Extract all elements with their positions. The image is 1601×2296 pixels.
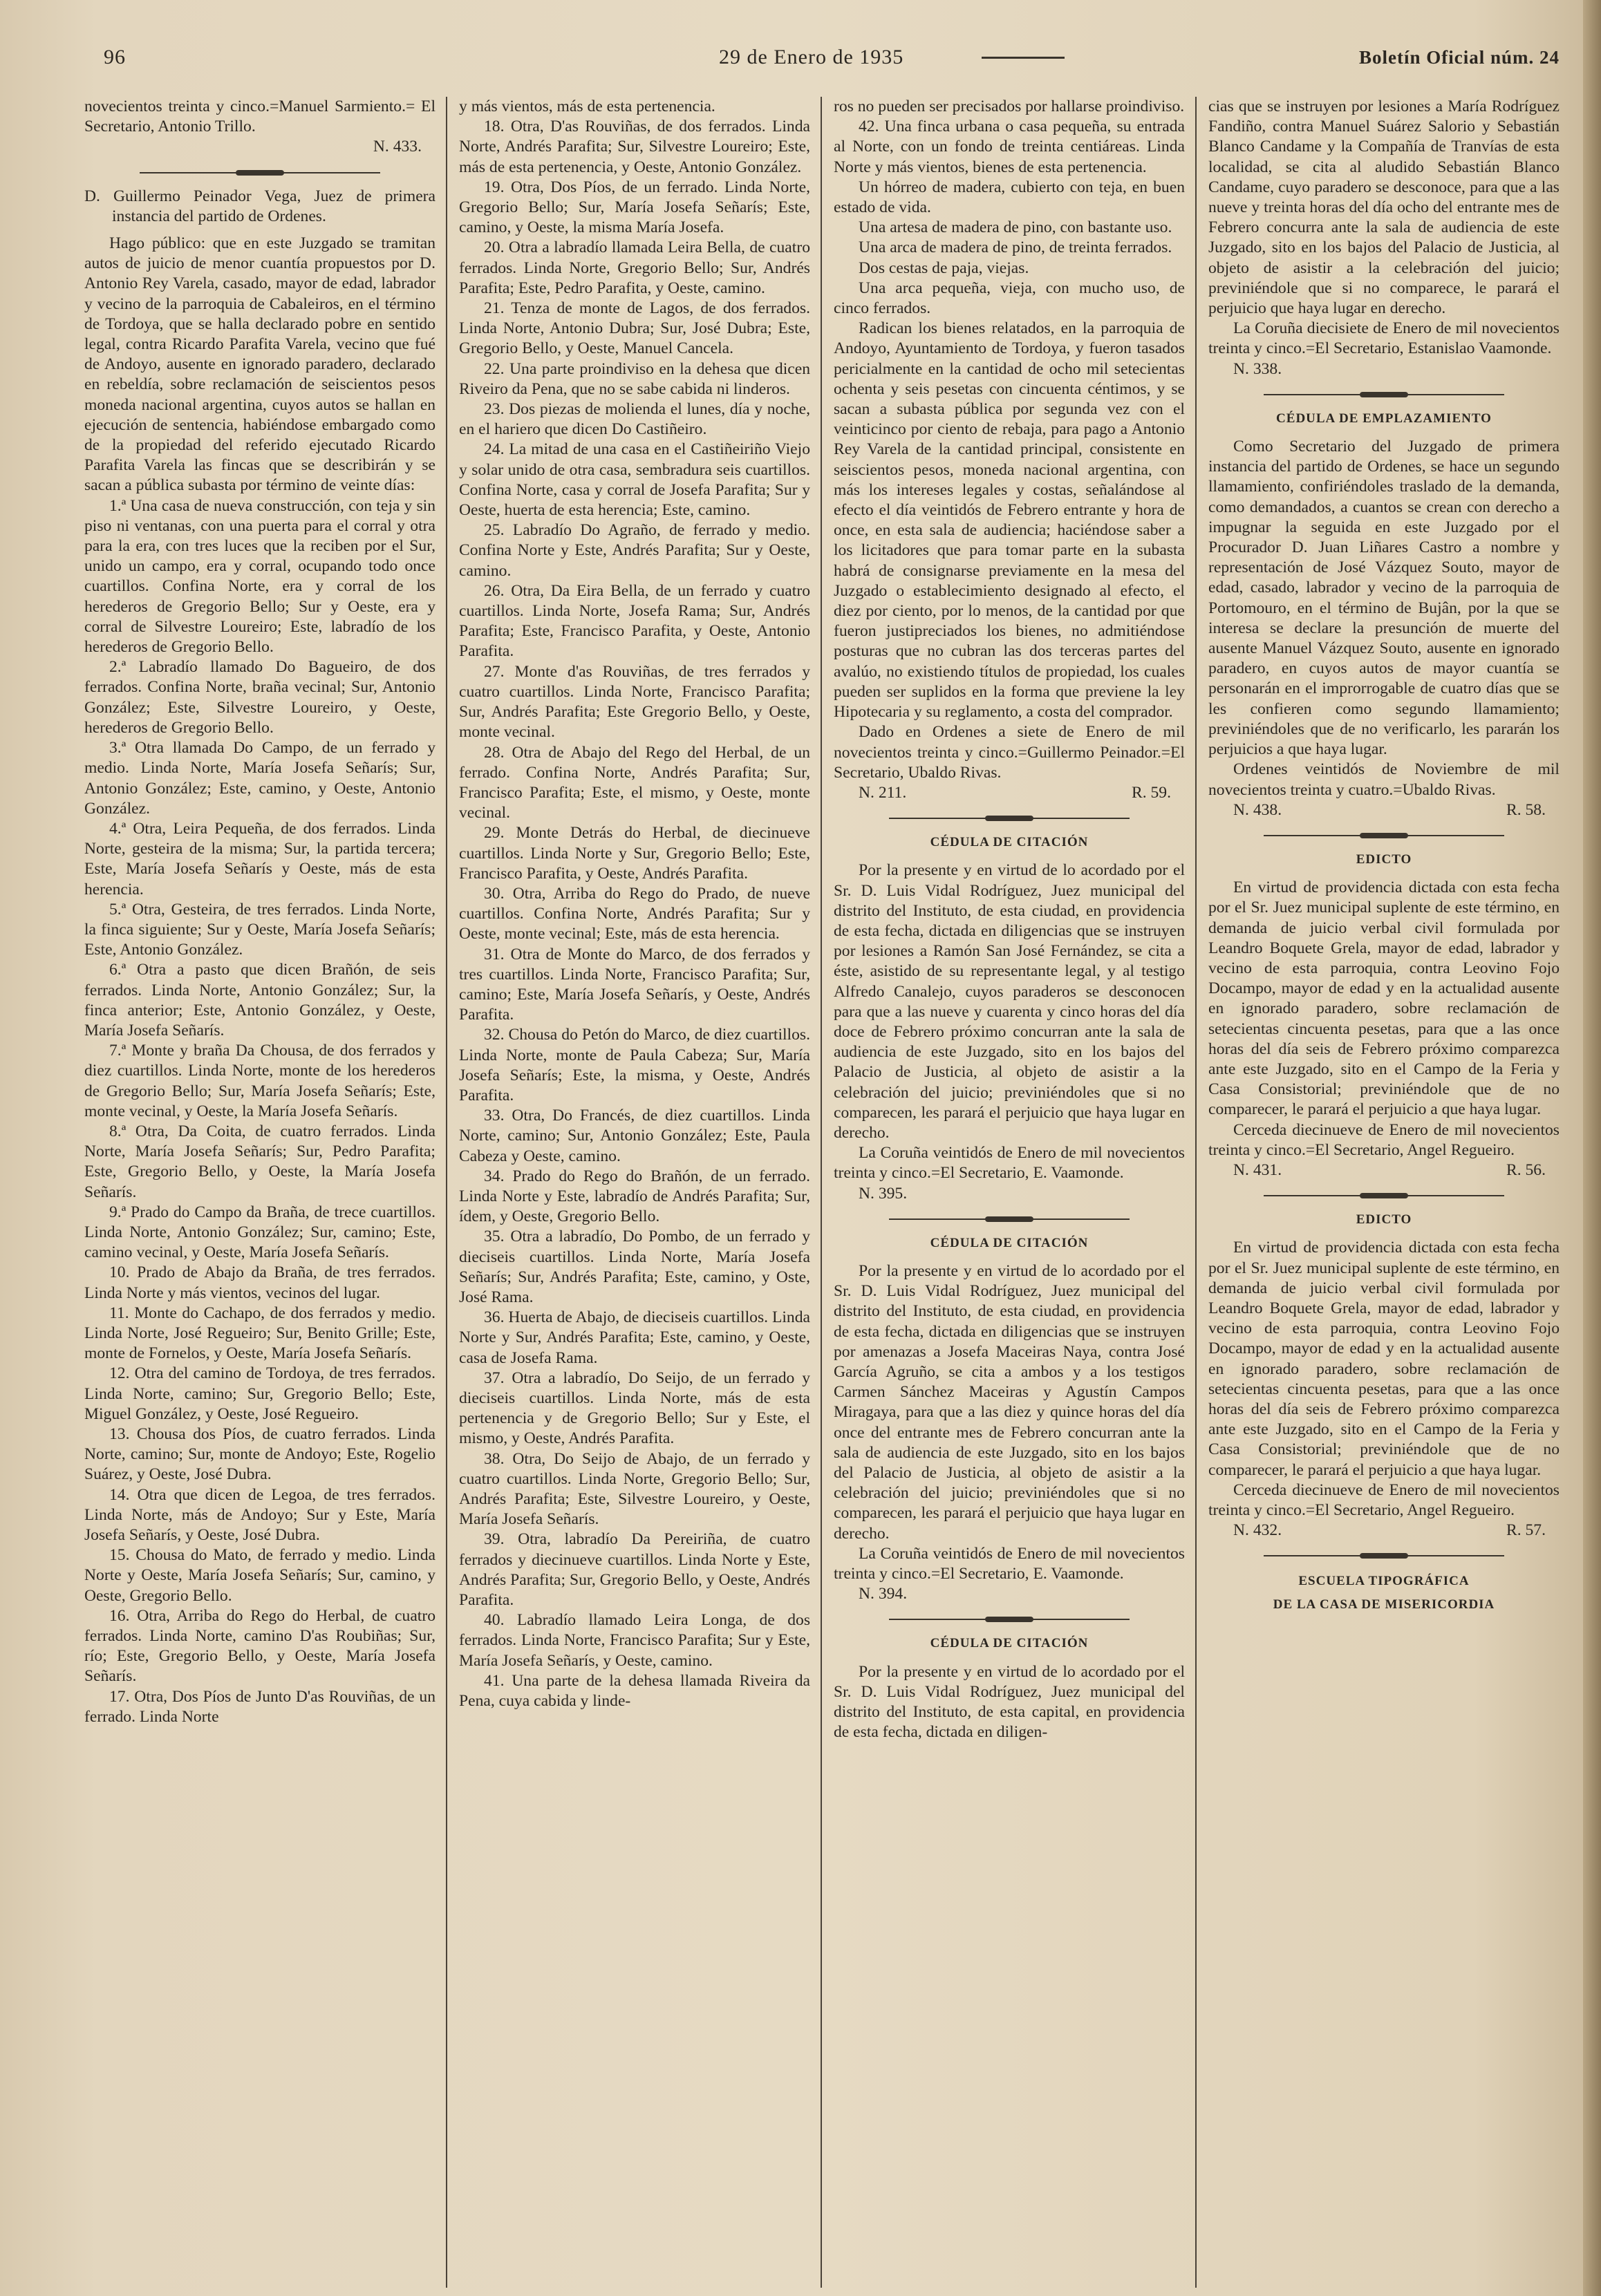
reference-number (1208, 359, 1560, 379)
property-item: 4.ª Otra, Leira Pequeña, de dos ferrados. Linda Norte, gesteira de la misma; Sur, la partida tercera; Este, María Josefa Señarís y Oeste, más de esta herencia. (84, 819, 436, 898)
paragraph: Radican los bienes relatados, en la parroquia de Andoyo, Ayuntamiento de Tordoya, y fueron tasados pericialmente en la cantidad de ocho mil setecientas ochenta y seis pesetas con cincuenta céntimos, y se sacan a subasta pública por segunda vez con el veinticinco por ciento de rebaja, para pago a Antonio Rey Varela de la cantidad principal, consistente en seiscientos pesos, moneda nacional argentina, con más los intereses legales y costas, señalándose al efecto el día veintidós de Febrero entrante y hora de once, en esta sala de audiencia; haciéndose saber a los licitadores que para tomar parte en la subasta habrá de consignarse previamente en la mesa del Juzgado o establecimiento designado al efecto, el diez por ciento, por lo menos, de la cantidad por que fueron justipreciados los bienes, no admitiéndose posturas que no cubran las dos terceras partes del avalúo, no existiendo títulos de propiedad, los cuales pueden ser suplidos en la forma que previene la ley Hipotecaria y su reglamento, a costa del comprador. (834, 319, 1185, 722)
column-4 (1208, 97, 1560, 2288)
paragraph: Por la presente y en virtud de lo acordado por el Sr. D. Luis Vidal Rodríguez, Juez municipal del distrito del Instituto, de esta ciudad, en providencia de esta fecha, dictada en diligencias que se instruyen por amenazas a Josefa Maceiras Naya, contra José García Agruño, se cita a ambos y a los testigos Carmen Sánchez Maceiras y Agustín Campos Miragaya, para que a las diez y quince horas del día once del entrante mes de Febrero concurran ante la sala de audiencia de este Juzgado, sito en los bajos del Palacio de Justicia, al objeto de asistir a la celebración del juicio; previniéndoles que si no comparecen, les parará el perjuicio que haya lugar en derecho. (834, 1261, 1185, 1543)
reference-number (834, 783, 1185, 803)
property-item: 40. Labradío llamado Leira Longa, de dos ferrados. Linda Norte, Francisco Parafita; Sur y Este, María Josefa Señarís, y Oeste, camino. (459, 1611, 810, 1670)
separator (1264, 1190, 1504, 1201)
ref-n: N. 211. (859, 783, 907, 802)
paragraph: Hago público: que en este Juzgado se tramitan autos de juicio de menor cuantía propuestos por D. Antonio Rey Varela, casado, mayor de edad, labrador y vecino de la parroquia de Cabaleiros, en el término de Tordoya, que se halla declarado pobre en sentido legal, contra Ricardo Parafita Varela, vecino que fué de Andoyo, ausente en ignorado paradero, declarado en rebeldía, sobre reclamación de seiscientos pesos moneda nacional argentina, cuyos autos se hallan en ejecución de sentencia, habiéndose embargado como de la propiedad del referido ejecutado Ricardo Parafita Varela las fincas que se describirán y se sacan a pública subasta por término de veinte días: (84, 234, 436, 495)
property-item: 16. Otra, Arriba do Rego do Herbal, de cuatro ferrados. Linda Norte, camino D'as Roubiñas; Sur, río; Este, Gregorio Bello, y Oeste, María Josefa Señarís. (84, 1606, 436, 1686)
property-item: 14. Otra que dicen de Legoa, de tres ferrados. Linda Norte, más de Andoyo; Sur y Este, María Josefa Señarís, y Oeste, José Dubra. (84, 1485, 436, 1545)
column-rule (446, 97, 447, 2288)
ref-n: N. 432. (1233, 1521, 1282, 1540)
property-item: 26. Otra, Da Eira Bella, de un ferrado y cuatro cuartillos. Linda Norte, Josefa Rama; Sur, Andrés Parafita; Este, Francisco Parafita, y Oeste, Antonio Parafita. (459, 581, 810, 661)
property-item: 24. La mitad de una casa en el Castiñeiriño Viejo y solar unido de otra casa, sembradura seis cuartillos. Confina Norte, casa y corral de Josefa Parafita; Sur y Oeste, huerta de esta herencia; Este, camino. (459, 440, 810, 520)
separator (889, 1214, 1130, 1225)
section-heading: EDICTO (1356, 851, 1412, 867)
paragraph: Ordenes veintidós de Noviembre de mil novecientos treinta y cuatro.=Ubaldo Rivas. (1208, 760, 1560, 799)
paragraph: y más vientos, más de esta pertenencia. (459, 97, 715, 115)
paragraph: 42. Una finca urbana o casa pequeña, su entrada al Norte, con un fondo de treinta centiáreas. Linda Norte y más vientos, bienes de esta pertenencia. (834, 117, 1185, 176)
separator (889, 1614, 1130, 1625)
printer-imprint-2: DE LA CASA DE MISERICORDIA (1273, 1597, 1495, 1612)
property-item: 6.ª Otra a pasto que dicen Brañón, de seis ferrados. Linda Norte, Antonio González; Sur, la finca anterior; Este, Antonio González, y Oeste, María Josefa Señarís. (84, 961, 436, 1039)
property-item: 37. Otra a labradío, Do Seijo, de un ferrado y dieciseis cuartillos. Linda Norte, más de esta pertenencia y de Gregorio Bello; Sur y Este, el mismo, y Oeste, Andrés Parafita. (459, 1368, 810, 1448)
separator (140, 167, 380, 178)
property-item: 11. Monte do Cachapo, de dos ferrados y medio. Linda Norte, José Regueiro; Sur, Benito Grille; Este, monte de Fornelos, y Oeste, María Josefa Señarís. (84, 1304, 436, 1363)
ref-n: N. 433. (373, 138, 422, 156)
property-item: 38. Otra, Do Seijo de Abajo, de un ferrado y cuatro cuartillos. Linda Norte, Gregorio Bello; Sur, Andrés Parafita; Este, Silvestre Loureiro, y Oeste, María Josefa Señarís. (459, 1449, 810, 1529)
property-item: 8.ª Otra, Da Coita, de cuatro ferrados. Linda Norte, María Josefa Señarís; Sur, Pedro Parafita; Este, Gregorio Bello, y Oeste, la María Josefa Señarís. (84, 1122, 436, 1201)
section-heading: EDICTO (1356, 1212, 1412, 1227)
section-heading: CÉDULA DE EMPLAZAMIENTO (1276, 411, 1492, 426)
property-item: 19. Otra, Dos Píos, de un ferrado. Linda Norte, Gregorio Bello; Sur, María Josefa Señarís; Este, camino, y Oeste, la misma María Josefa. (459, 178, 810, 237)
property-item: 22. Una parte proindiviso en la dehesa que dicen Riveiro da Pena, que no se sabe cabida ni linderos. (459, 359, 810, 398)
separator (889, 813, 1130, 824)
reference-number (84, 137, 436, 157)
paragraph: novecientos treinta y cinco.=Manuel Sarmiento.= El Secretario, Antonio Trillo. (84, 97, 436, 136)
ref-r: R. 57. (1506, 1521, 1546, 1540)
column-1 (84, 97, 436, 2288)
column-3 (834, 97, 1185, 2288)
property-item: 25. Labradío Do Agraño, de ferrado y medio. Confina Norte y Este, Andrés Parafita; Sur y Oeste, camino. (459, 521, 810, 580)
columns (84, 97, 1571, 2288)
property-item: 5.ª Otra, Gesteira, de tres ferrados. Linda Norte, la finca siguiente; Sur y Oeste, María Josefa Señarís; Este, Antonio González. (84, 900, 436, 959)
ref-n: N. 338. (1233, 359, 1282, 378)
property-item: 39. Otra, labradío Da Pereiriña, de cuatro ferrados y diecinueve cuartillos. Linda Norte y Este, Andrés Parafita; Sur, Gregorio Bello, y Oeste, Andrés Parafita. (459, 1530, 810, 1610)
property-item: 2.ª Labradío llamado Do Bagueiro, de dos ferrados. Confina Norte, braña vecinal; Sur, Antonio González; Este, Silvestre Loureiro, y Oeste, herederos de Gregorio Bello. (84, 658, 436, 737)
ref-n: N. 395. (859, 1184, 908, 1203)
separator (1264, 1550, 1504, 1561)
section-heading: CÉDULA DE CITACIÓN (930, 835, 1089, 850)
paragraph: La Coruña veintidós de Enero de mil novecientos treinta y cinco.=El Secretario, E. Vaamonde. (834, 1144, 1185, 1183)
property-item: 12. Otra del camino de Tordoya, de tres ferrados. Linda Norte, camino; Sur, Gregorio Bello; Este, Miguel González, y Oeste, José Regueiro. (84, 1364, 436, 1423)
ref-n: N. 394. (859, 1585, 908, 1603)
paragraph: Una artesa de madera de pino, con bastante uso. (859, 218, 1172, 237)
property-item: 15. Chousa do Mato, de ferrado y medio. Linda Norte y Oeste, María Josefa Señarís; Sur, camino, y Oeste, Gregorio Bello. (84, 1546, 436, 1605)
paragraph: Cerceda diecinueve de Enero de mil novecientos treinta y cinco.=El Secretario, Angel Regueiro. (1208, 1120, 1560, 1159)
paragraph: ros no pueden ser precisados por hallarse proindiviso. (834, 97, 1185, 115)
property-item: 32. Chousa do Petón do Marco, de diez cuartillos. Linda Norte, monte de Paula Cabeza; Sur, María Josefa Señarís; Este, la misma, y Oeste, Andrés Parafita. (459, 1026, 810, 1104)
property-item: 23. Dos piezas de molienda el lunes, día y noche, en el hariero que dicen Do Castiñeiro. (459, 400, 810, 439)
property-item: 28. Otra de Abajo del Rego del Herbal, de un ferrado. Confina Norte, Andrés Parafita; Sur, Francisco Parafita; Este, el mismo, y Oeste, monte vecinal. (459, 743, 810, 822)
property-item: 29. Monte Detrás do Herbal, de diecinueve cuartillos. Linda Norte y Sur, Gregorio Bello; Este, Francisco Parafita, y Oeste, Andrés Parafita. (459, 824, 810, 883)
ref-r: R. 59. (1131, 783, 1171, 802)
paragraph: En virtud de providencia dictada con esta fecha por el Sr. Juez municipal suplente de este término, en demanda de juicio verbal civil formulada por Leandro Boquete Grela, mayor de edad, labrador y vecino de esta parroquia, contra Leovino Fojo Docampo, mayor de edad y en la actualidad ausente en ignorado paradero, sobre reclamación de setecientas cincuenta pesetas, para que a las once horas del día seis de Febrero próximo comparezca ante este Juzgado, sito en el Campo de la Feria y Casa Consistorial; previniéndole que de no comparecer, le parará el perjuicio a que haya lugar. (1208, 878, 1560, 1119)
section-heading: CÉDULA DE CITACIÓN (930, 1636, 1089, 1651)
reference-number (834, 1184, 1185, 1204)
reference-number (1208, 1521, 1560, 1541)
paragraph: Por la presente y en virtud de lo acordado por el Sr. D. Luis Vidal Rodríguez, Juez municipal del distrito del Instituto, de esta ciudad, en providencia de esta fecha, dictada en diligencias que se instruyen por lesiones a Ramón San José Fernández, se cita a éste, asistido de su representante legal, y al testigo Alfredo Canalejo, cuyos paraderos se desconocen para que a las nueve y cuarenta y cinco horas del día doce de Febrero próximo concurran ante la sala de audiencia de este Juzgado, sito en los bajos del Palacio de Justicia, al objeto de asistir a la celebración del juicio; previniéndoles que si no comparecen, les parará el perjuicio que haya lugar en derecho. (834, 861, 1185, 1142)
property-item: 34. Prado do Rego do Brañón, de un ferrado. Linda Norte y Este, labradío de Andrés Parafita; Sur, ídem, y Oeste, Gregorio Bello. (459, 1167, 810, 1226)
reference-number (834, 1584, 1185, 1604)
paragraph: La Coruña veintidós de Enero de mil novecientos treinta y cinco.=El Secretario, E. Vaamonde. (834, 1544, 1185, 1583)
paragraph: Una arca de madera de pino, de treinta ferrados. (859, 238, 1172, 257)
paragraph: Una arca pequeña, vieja, con mucho uso, de cinco ferrados. (834, 279, 1185, 318)
property-item: 10. Prado de Abajo da Braña, de tres ferrados. Linda Norte y más vientos, vecinos del lugar. (84, 1263, 436, 1302)
paragraph: Cerceda diecinueve de Enero de mil novecientos treinta y cinco.=El Secretario, Angel Regueiro. (1208, 1480, 1560, 1519)
property-item: 13. Chousa dos Píos, de cuatro ferrados. Linda Norte, camino; Sur, monte de Andoyo; Este, Rogelio Suárez, y Oeste, José Dubra. (84, 1425, 436, 1484)
paragraph: Por la presente y en virtud de lo acordado por el Sr. D. Luis Vidal Rodríguez, Juez municipal del distrito del Instituto, de esta capital, en providencia de esta fecha, dictada en diligen- (834, 1662, 1185, 1742)
paragraph: En virtud de providencia dictada con esta fecha por el Sr. Juez municipal suplente de este término, en demanda de juicio verbal civil formulada por Leandro Boquete Grela, mayor de edad, labrador y vecino de esta parroquia, contra Leovino Fojo Docampo, mayor de edad y en la actualidad ausente en ignorado paradero, sobre reclamación de setecientas cincuenta pesetas, para que a las once horas del día seis de Febrero próximo comparezca ante este Juzgado, sito en el Campo de la Feria y Casa Consistorial; previniéndole que de no comparecer, le parará el perjuicio a que haya lugar. (1208, 1239, 1560, 1479)
property-item: 27. Monte d'as Rouviñas, de tres ferrados y cuatro cuartillos. Linda Norte, Francisco Parafita; Sur, Andrés Parafita; Este Gregorio Bello, y Oeste, monte vecinal. (459, 662, 810, 742)
page-edge (1583, 0, 1601, 2296)
property-item: 9.ª Prado do Campo da Braña, de trece cuartillos. Linda Norte, Antonio González; Sur, camino; Este, camino vecinal, y Oeste, María Josefa Señarís. (84, 1203, 436, 1262)
ref-n: N. 431. (1233, 1160, 1282, 1179)
property-item: 7.ª Monte y braña Da Chousa, de dos ferrados y diez cuartillos. Linda Norte, monte de los herederos de Gregorio Bello; Sur, María Josefa Señarís; Este, monte vecinal, y Oeste, la María Josefa Señarís. (84, 1042, 436, 1120)
property-item: 18. Otra, D'as Rouviñas, de dos ferrados. Linda Norte, Andrés Parafita; Sur, Silvestre Loureiro; Este, más de esta pertenencia, y Oeste, Antonio González. (459, 117, 810, 176)
separator (1264, 389, 1504, 400)
paragraph: Dado en Ordenes a siete de Enero de mil novecientos treinta y cinco.=Guillermo Peinador.=El Secretario, Ubaldo Rivas. (834, 723, 1185, 782)
ref-r: R. 56. (1506, 1160, 1546, 1179)
section-heading: CÉDULA DE CITACIÓN (930, 1235, 1089, 1250)
column-2 (459, 97, 810, 2288)
paragraph: Un hórreo de madera, cubierto con teja, en buen estado de vida. (834, 178, 1185, 217)
paragraph: Dos cestas de paja, viejas. (859, 258, 1029, 277)
property-item: 36. Huerta de Abajo, de dieciseis cuartillos. Linda Norte y Sur, Andrés Parafita; Este, camino, y Oeste, casa de Josefa Rama. (459, 1308, 810, 1367)
property-item: 31. Otra de Monte do Marco, de dos ferrados y tres cuartillos. Linda Norte, Francisco Parafita; Sur, camino; Este, María Josefa Señarís, y Oeste, Andrés Parafita. (459, 945, 810, 1024)
publication-title: Boletín Oficial núm. 24 (1358, 47, 1560, 68)
printer-imprint-1: ESCUELA TIPOGRÁFICA (1298, 1574, 1470, 1589)
paragraph: La Coruña diecisiete de Enero de mil novecientos treinta y cinco.=El Secretario, Estanislao Vaamonde. (1208, 319, 1560, 358)
ref-n: N. 438. (1233, 800, 1282, 819)
property-item: 20. Otra a labradío llamada Leira Bella, de cuatro ferrados. Linda Norte, Gregorio Bello; Sur, Andrés Parafita; Este, Pedro Parafita, y Oeste, camino. (459, 238, 810, 297)
paragraph: cias que se instruyen por lesiones a María Rodríguez Fandiño, contra Manuel Suárez Salorio y Sebastián Blanco Candame y la Compañía de Tranvías de esta localidad, se cita al aludido Sebastián Blanco Candame, cuyo paradero se desconoce, para que a las nueve y treinta horas del día ocho del entrante mes de Febrero concurra ante la sala de audiencia de este Juzgado, sito en los bajos del Palacio de Justicia, al objeto de asistir a la celebración del juicio; previniéndole que si no comparece, le parará el perjuicio que haya lugar en derecho. (1208, 97, 1560, 318)
ref-r: R. 58. (1506, 800, 1546, 819)
property-item: 33. Otra, Do Francés, de diez cuartillos. Linda Norte, camino; Sur, Antonio González; Este, Paula Cabeza y Oeste, camino. (459, 1107, 810, 1165)
column-rule (821, 97, 822, 2288)
property-item: 41. Una parte de la dehesa llamada Riveira da Pena, cuya cabida y linde- (459, 1671, 810, 1711)
property-item: 17. Otra, Dos Píos de Junto D'as Rouviñas, de un ferrado. Linda Norte (84, 1687, 436, 1726)
property-item: 1.ª Una casa de nueva construcción, con teja y sin piso ni ventanas, con una puerta para el corral y otra para la era, con tres luces que la reciben por el Sur, unido un campo, era y corral, ocupando todo once cuartillos. Confina Norte, era y corral de los herederos de Gregorio Bello; Sur y Oeste, era y corral de Silvestre Loureiro; Este, labradío de los herederos de Gregorio Bello. (84, 496, 436, 657)
reference-number (1208, 1160, 1560, 1180)
page-number: 96 (104, 46, 126, 68)
property-item: 35. Otra a labradío, Do Pombo, de un ferrado y dieciseis cuartillos. Linda Norte, María Josefa Señarís; Sur, Andrés Parafita; Este, camino, y Oste, José Rama. (459, 1227, 810, 1306)
property-item: 21. Tenza de monte de Lagos, de dos ferrados. Linda Norte, Antonio Dubra; Sur, José Dubra; Este, Gregorio Bello, y Oeste, Manuel Cancela. (459, 299, 810, 358)
column-rule (1195, 97, 1197, 2288)
issue-date: 29 de Enero de 1935 (719, 46, 904, 68)
property-item: 30. Otra, Arriba do Rego do Prado, de nueve cuartillos. Confina Norte, Andrés Parafita; Sur y Oeste, monte vecinal; Este, más de esta herencia. (459, 884, 810, 943)
paragraph: Como Secretario del Juzgado de primera instancia del partido de Ordenes, se hace un segundo llamamiento, confiriéndoles traslado de la demanda, como demandados, a cuantos se crean con derecho a impugnar la seguida en este Juzgado por el Procurador D. Juan Liñares Castro a nombre y representación de José Vázquez Souto, mayor de edad, casado, labrador y vecino de la parroquia de Portomouro, en el término de Bujân, por la que se interesa se declare la presunción de muerte del ausente Manuel Vázquez Souto, ausente en ignorado paradero, en cuyos autos de mayor cuantía se personarán en el improrrogable de cuatro días que se les confieren como segundo llamamiento; previniéndoles que de no verificarlo, les pararán los perjuicios a que haya lugar. (1208, 437, 1560, 759)
separator (1264, 830, 1504, 841)
judge-heading: D. Guillermo Peinador Vega, Juez de primera instancia del partido de Ordenes. (84, 187, 436, 225)
property-item: 3.ª Otra llamada Do Campo, de un ferrado y medio. Linda Norte, María Josefa Señarís; Sur, Antonio González; Este, camino, y Oeste, Antonio González. (84, 739, 436, 818)
reference-number (1208, 800, 1560, 820)
page-header (104, 41, 1560, 75)
header-rule (982, 57, 1065, 59)
